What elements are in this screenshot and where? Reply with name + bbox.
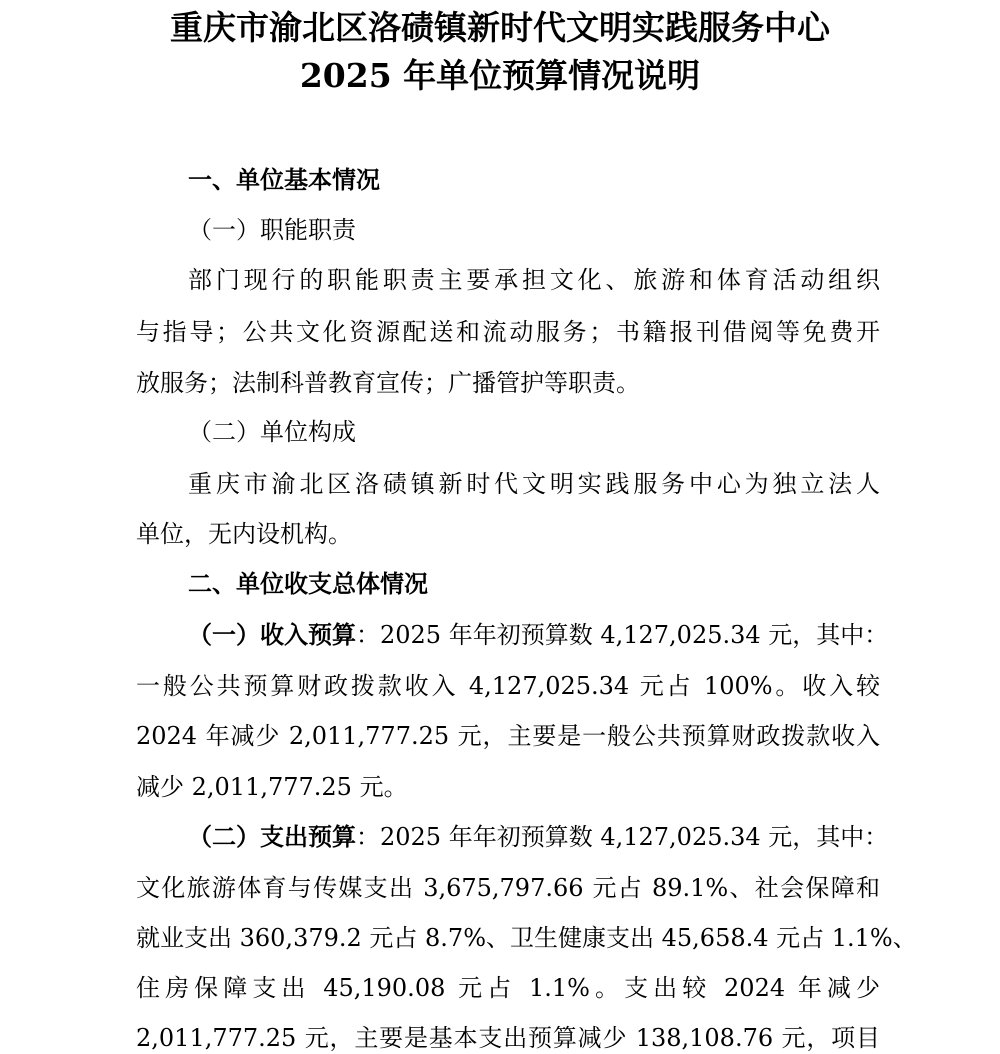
paragraph-line: 就业支出 360,379.2 元占 8.7%、卫生健康支出 45,658.4 元占 1.1%、 xyxy=(136,924,917,952)
paragraph-line: 减少 2,011,777.25 元。 xyxy=(136,773,408,801)
paragraph-line: 单位，无内设机构。 xyxy=(136,520,352,548)
paragraph-line: 放服务；法制科普教育宣传；广播管护等职责。 xyxy=(136,369,640,397)
expense-line-text: ：2025 年年初预算数 4,127,025.34 元，其中： xyxy=(356,823,889,851)
paragraph-line: 2024 年减少 2,011,777.25 元，主要是一般公共预算财政拨款收入 xyxy=(136,722,880,750)
paragraph-line: 住房保障支出 45,190.08 元占 1.1%。支出较 2024 年减少 xyxy=(136,974,880,1002)
income-label: （一）收入预算 xyxy=(188,621,356,649)
section-1-sub-2-heading: （二）单位构成 xyxy=(188,418,356,446)
paragraph-line: 一般公共预算财政拨款收入 4,127,025.34 元占 100%。收入较 xyxy=(136,672,880,700)
section-1-heading: 一、单位基本情况 xyxy=(188,166,380,194)
paragraph-line: 与指导；公共文化资源配送和流动服务；书籍报刊借阅等免费开 xyxy=(136,318,880,346)
paragraph-line: 2,011,777.25 元，主要是基本支出预算减少 138,108.76 元，项目 xyxy=(136,1024,880,1052)
expense-label: （二）支出预算 xyxy=(188,823,356,851)
paragraph-line: 文化旅游体育与传媒支出 3,675,797.66 元占 89.1%、社会保障和 xyxy=(136,874,880,902)
document-title-line-1: 重庆市渝北区洛碛镇新时代文明实践服务中心 xyxy=(170,8,830,47)
paragraph-line: 部门现行的职能职责主要承担文化、旅游和体育活动组织 xyxy=(188,266,880,294)
paragraph-line: 重庆市渝北区洛碛镇新时代文明实践服务中心为独立法人 xyxy=(188,470,880,498)
section-1-sub-1-heading: （一）职能职责 xyxy=(188,216,356,244)
document-title-line-2: 2025 年单位预算情况说明 xyxy=(299,56,701,95)
expense-first-line xyxy=(188,821,889,853)
section-2-heading: 二、单位收支总体情况 xyxy=(188,570,428,598)
income-line-text: ：2025 年年初预算数 4,127,025.34 元，其中： xyxy=(356,621,889,649)
income-first-line xyxy=(188,619,889,651)
